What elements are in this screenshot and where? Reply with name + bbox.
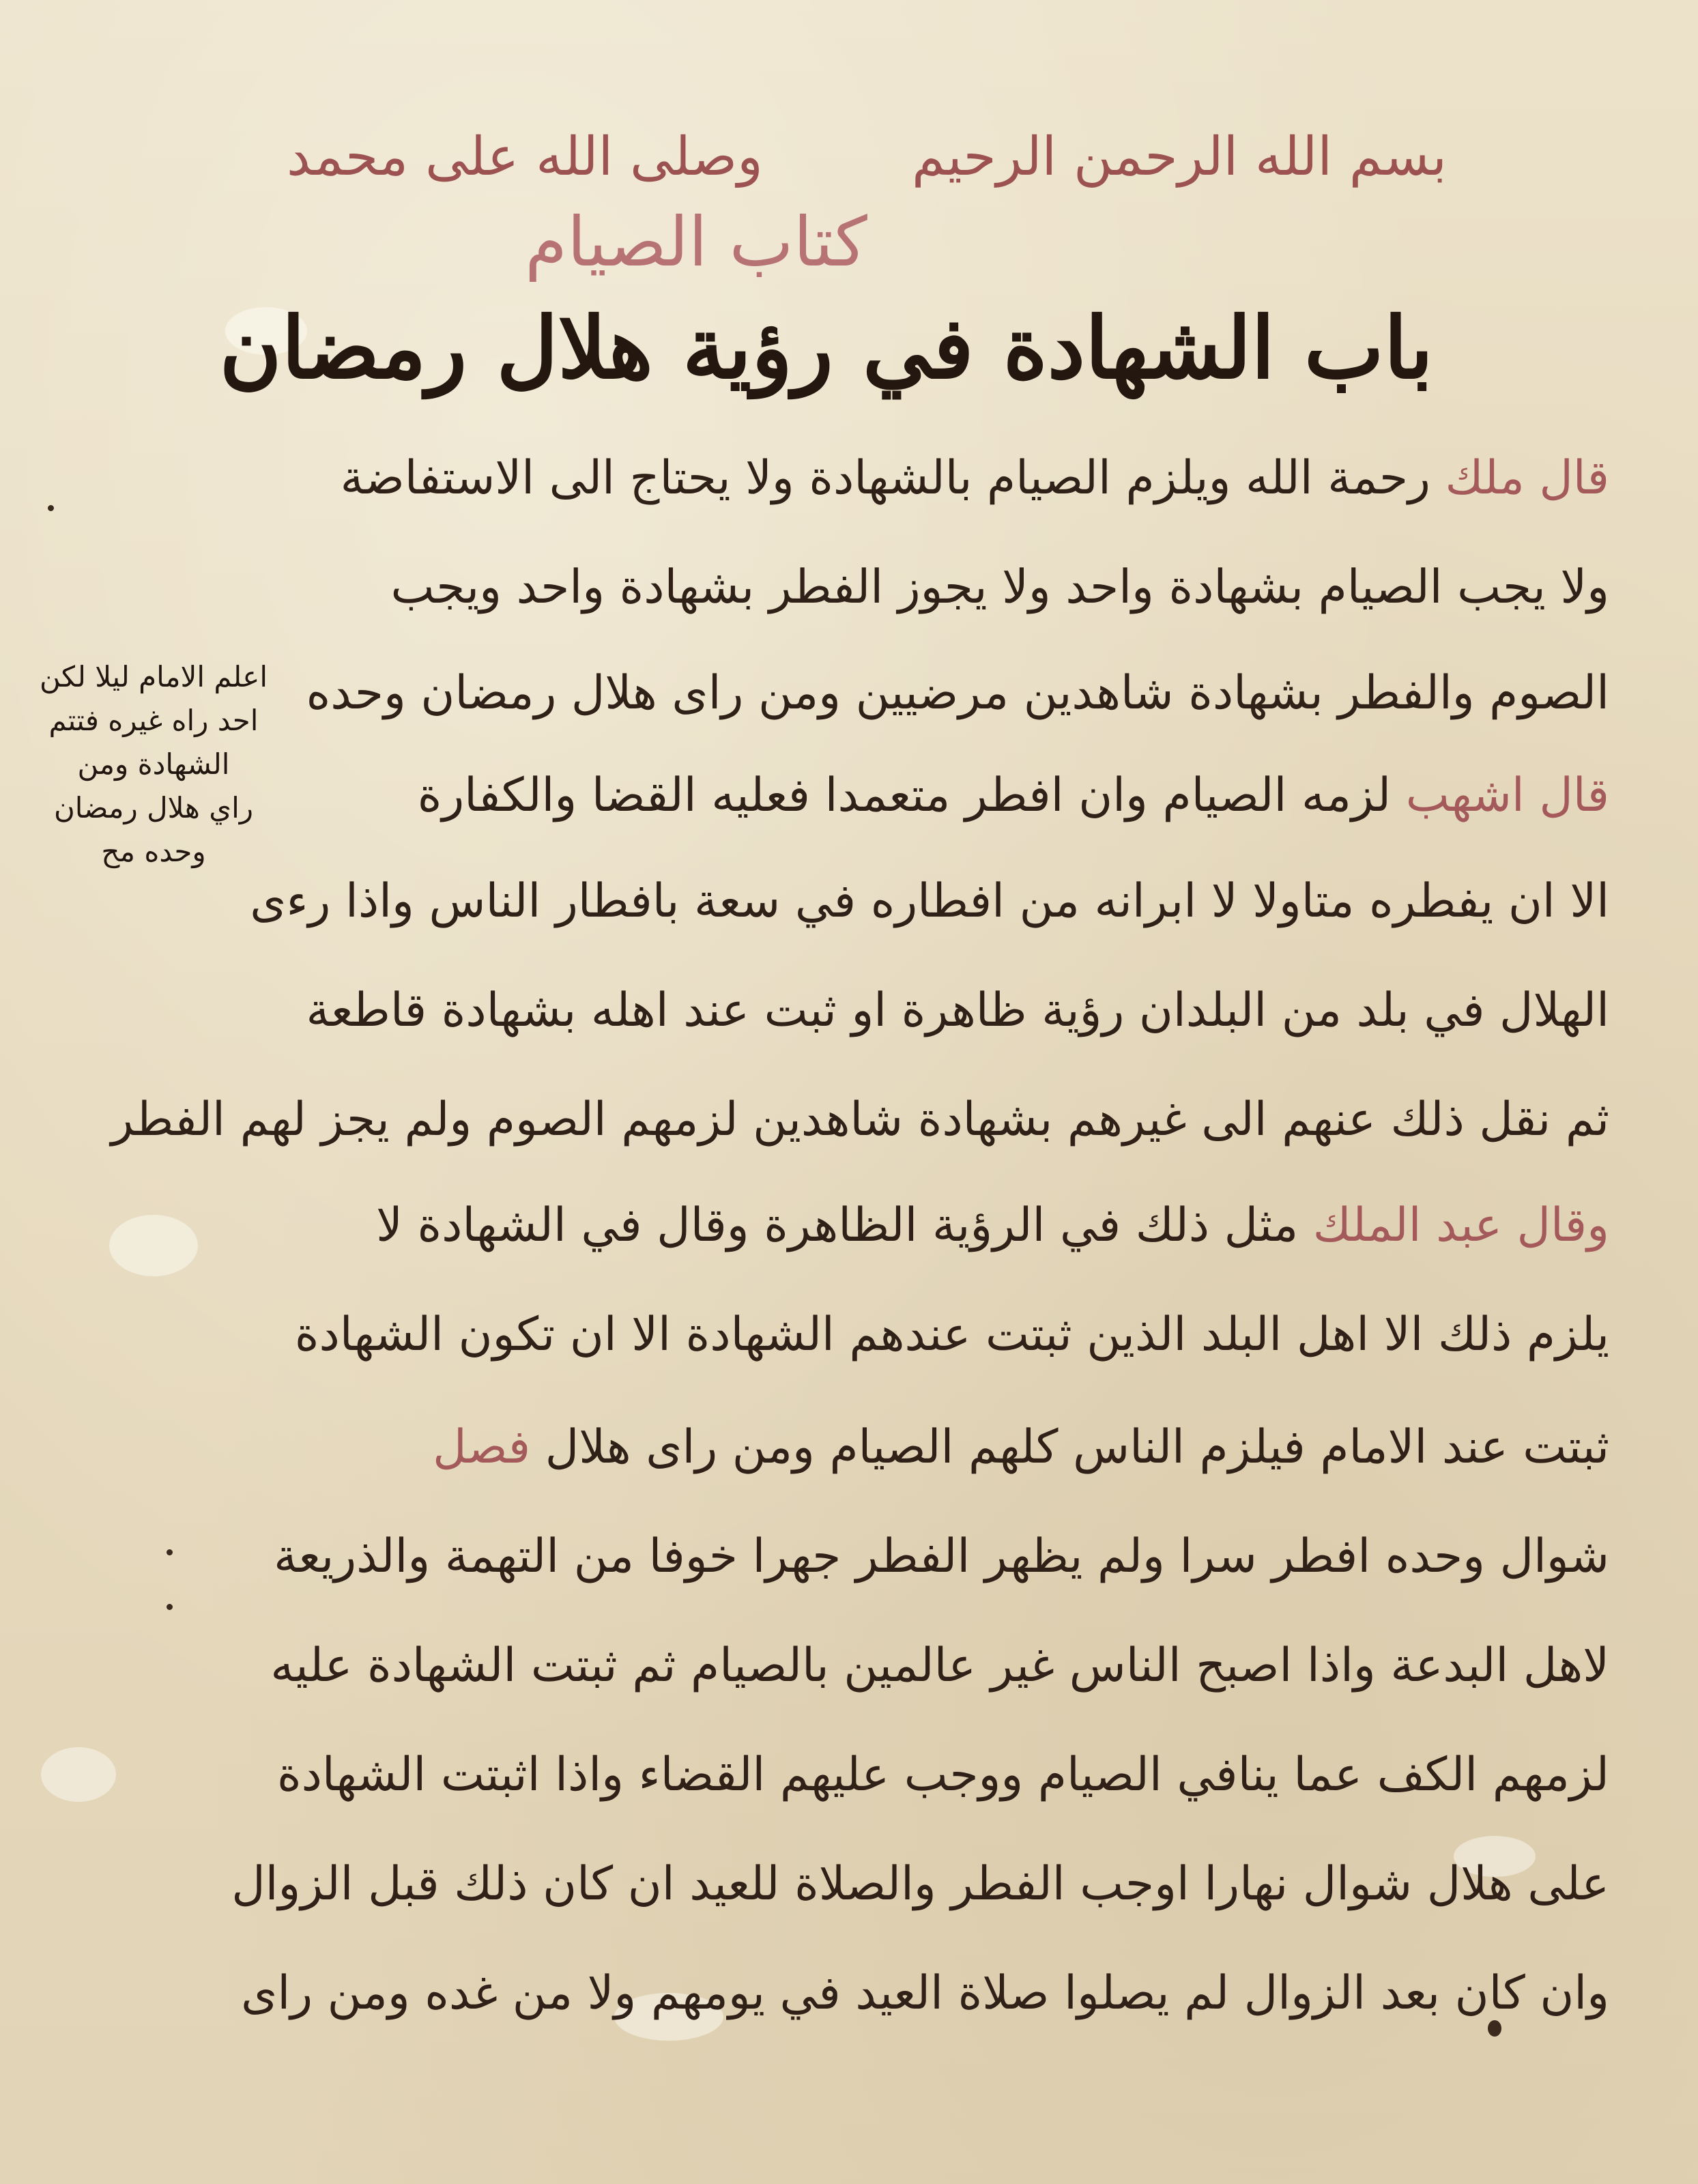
line-text: الهلال في بلد من البلدان رؤية ظاهرة او ثبت عند اهله بشهادة قاطعة (306, 983, 1609, 1037)
text-line (190, 450, 1609, 506)
rubric: قال اشهب (1405, 768, 1609, 822)
text-line (190, 1856, 1609, 1912)
text-line (190, 665, 1609, 721)
line-text: مثل ذلك في الرؤية الظاهرة وقال في الشهادة لا (376, 1198, 1299, 1252)
line-text: يلزم ذلك الا اهل البلد الذين ثبتت عندهم الشهادة الا ان تكون الشهادة (294, 1308, 1609, 1362)
text-line (190, 1198, 1609, 1254)
blessing-text: وصلى الله على محمد (287, 126, 763, 188)
text-line (190, 560, 1609, 616)
line-text: الصوم والفطر بشهادة شاهدين مرضيين ومن راى هلال رمضان وحده (306, 666, 1609, 720)
basmala-line (287, 123, 1447, 198)
text-line (190, 1966, 1609, 2022)
rubric: قال ملك (1445, 451, 1609, 505)
ink-dot (167, 1604, 173, 1610)
text-line (190, 1529, 1609, 1585)
margin-note-line: الشهادة ومن (77, 747, 230, 781)
ink-dot (167, 1549, 173, 1555)
line-text: لزمهم الكف عما ينافي الصيام ووجب عليهم القضاء واذا اثبتت الشهادة (277, 1748, 1609, 1802)
chapter-heading: باب الشهادة في رؤية هلال رمضان (219, 299, 1433, 398)
text-line (190, 1747, 1609, 1803)
line-text: ولا يجب الصيام بشهادة واحد ولا يجوز الفطر بشهادة واحد ويجب (390, 560, 1609, 614)
margin-note (27, 655, 280, 874)
margin-note-line: اعلم الامام ليلا لكن (39, 660, 268, 693)
margin-note-line: وحده مح (101, 835, 206, 868)
margin-note-line: احد راه غيره فتتم (48, 704, 259, 737)
ink-dot (1488, 2020, 1501, 2037)
book-heading: كتاب الصيام (525, 202, 867, 282)
text-line (111, 1092, 1609, 1148)
margin-note-line: راي هلال رمضان (53, 791, 254, 824)
text-line (190, 874, 1609, 930)
text-line (190, 768, 1609, 824)
paper-stain (109, 1215, 198, 1276)
paper-stain (41, 1747, 116, 1802)
basmala-text: بسم الله الرحمن الرحيم (912, 126, 1447, 188)
text-line (190, 1420, 1609, 1476)
line-text: لاهل البدعة واذا اصبح الناس غير عالمين بالصيام ثم ثبتت الشهادة عليه (270, 1639, 1609, 1693)
line-text: شوال وحده افطر سرا ولم يظهر الفطر جهرا خوفا من التهمة والذريعة (274, 1529, 1609, 1583)
text-line (190, 1638, 1609, 1694)
line-text: ثم نقل ذلك عنهم الى غيرهم بشهادة شاهدين لزمهم الصوم ولم يجز لهم الفطر (111, 1093, 1609, 1147)
rubric: وقال عبد الملك (1312, 1198, 1609, 1252)
line-text: ثبتت عند الامام فيلزم الناس كلهم الصيام ومن راى هلال (545, 1420, 1609, 1474)
line-text: على هلال شوال نهارا اوجب الفطر والصلاة للعيد ان كان ذلك قبل الزوال (231, 1857, 1609, 1911)
line-text: رحمة الله ويلزم الصيام بالشهادة ولا يحتاج الى الاستفاضة (340, 451, 1430, 505)
line-text: الا ان يفطره متاولا لا ابرانه من افطاره في سعة بافطار الناس واذا رءى (250, 874, 1609, 928)
rubric: فصل (433, 1420, 531, 1474)
line-text: وان كان بعد الزوال لم يصلوا صلاة العيد في يومهم ولا من غده ومن راى (241, 1966, 1609, 2020)
text-line (190, 1307, 1609, 1363)
line-text: لزمه الصيام وان افطر متعمدا فعليه القضا والكفارة (417, 768, 1392, 822)
text-line (190, 983, 1609, 1039)
ink-dot (48, 505, 54, 511)
